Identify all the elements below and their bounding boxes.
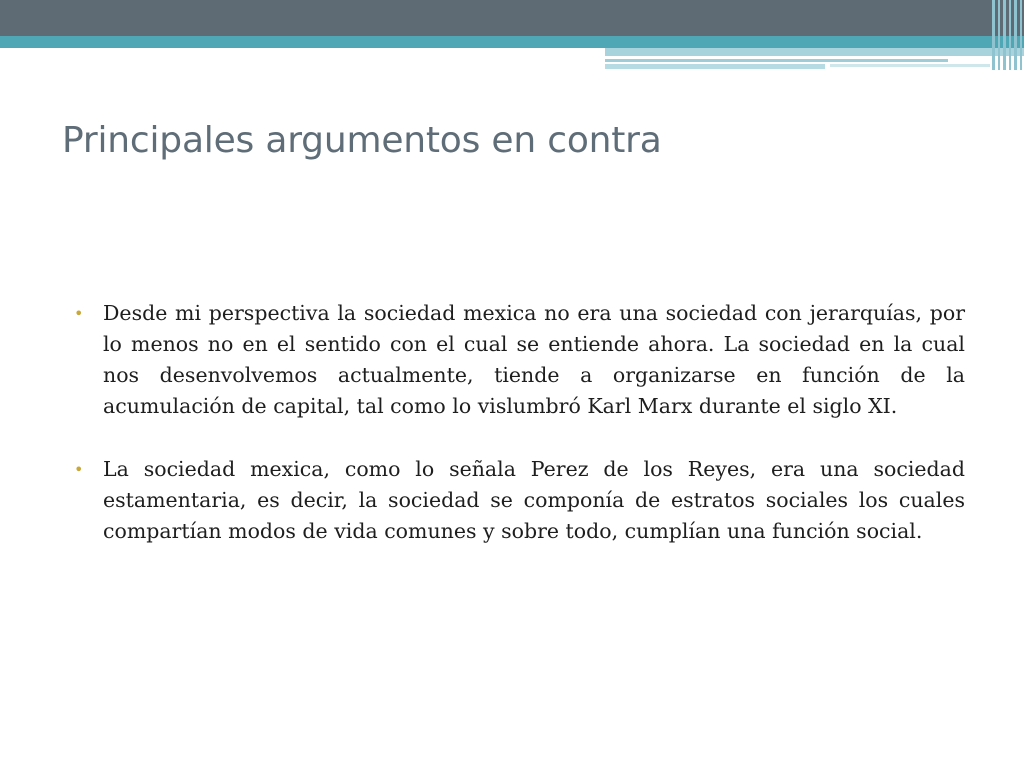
header-accent-line — [605, 59, 948, 62]
bullet-text: La sociedad mexica, como lo señala Perez de los Reyes, era una sociedad estamentaria, es decir, la sociedad se componía de estratos sociales los cuales compartían modos de vida comunes y sobre todo, cumplían una función social. — [103, 457, 965, 543]
header-stripes — [990, 0, 1024, 70]
bullet-item — [72, 454, 965, 547]
header-accent-line — [605, 64, 825, 69]
slide-title: Principales argumentos en contra — [62, 120, 662, 161]
bullet-text: Desde mi perspectiva la sociedad mexica no era una sociedad con jerarquías, por lo menos no en el sentido con el cual se entiende ahora. La sociedad en la cual nos desenvolvemos actualmente, tiende a organizarse en función de la acumulación de capital, tal como lo vislumbró Karl Marx durante el siglo XI. — [103, 301, 965, 418]
header-band-teal — [0, 36, 1024, 48]
header-accent-line — [830, 64, 990, 67]
bullet-icon: • — [74, 304, 84, 323]
bullet-icon: • — [74, 460, 84, 479]
bullet-item — [72, 298, 965, 422]
header-band-dark — [0, 0, 1024, 36]
bullet-list — [72, 298, 965, 579]
header-accent-bar — [605, 48, 1024, 56]
